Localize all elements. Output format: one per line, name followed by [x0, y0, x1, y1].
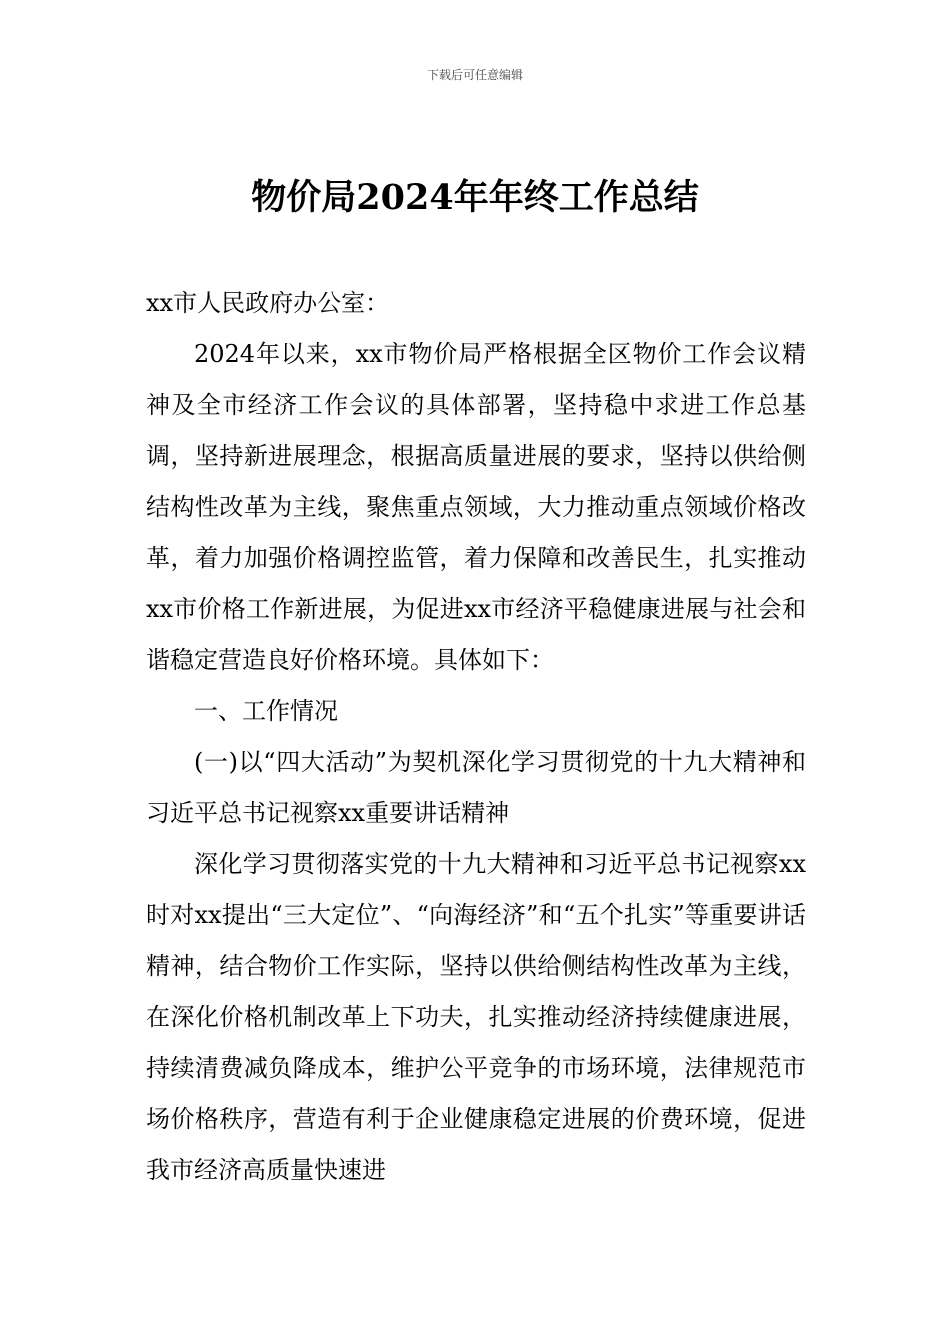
document-title: 物价局2024年年终工作总结	[251, 177, 699, 218]
document-body	[146, 278, 806, 1196]
paragraph-intro: 2024年以来，xx市物价局严格根据全区物价工作会议精神及全市经济工作会议的具体部署，坚持稳中求进工作总基调，坚持新进展理念，根据高质量进展的要求，坚持以供给侧结构性改革为主线，聚焦重点领域，大力推动重点领域价格改革，着力加强价格调控监管，着力保障和改善民生，扎实推动xx市价格工作新进展，为促进xx市经济平稳健康进展与社会和谐稳定营造良好价格环境。具体如下：	[146, 340, 806, 674]
salutation: xx市人民政府办公室：	[146, 289, 390, 317]
paragraph-body: 深化学习贯彻落实党的十九大精神和习近平总书记视察xx时对xx提出“三大定位”、“向海经济”和“五个扎实”等重要讲话精神，结合物价工作实际，坚持以供给侧结构性改革为主线，在深化价格机制改革上下功夫，扎实推动经济持续健康进展，持续清费减负降成本，维护公平竞争的市场环境，法律规范市场价格秩序，营造有利于企业健康稳定进展的价费环境，促进我市经济高质量快速进	[146, 850, 806, 1184]
subsection-heading: (一)以“四大活动”为契机深化学习贯彻党的十九大精神和习近平总书记视察xx重要讲话精神	[146, 748, 806, 827]
header-note: 下载后可任意编辑	[426, 68, 523, 82]
section-heading: 一、工作情况	[194, 697, 338, 725]
